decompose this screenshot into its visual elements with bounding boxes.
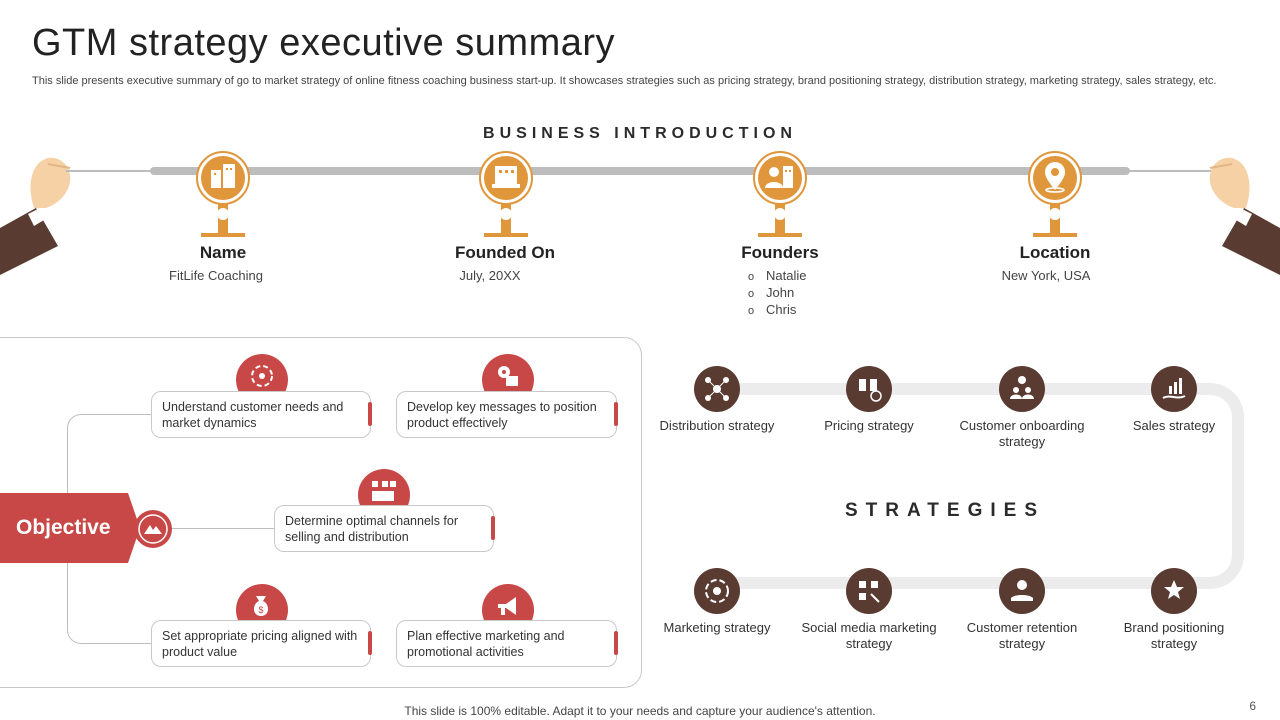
price-tag-icon (846, 366, 892, 412)
page-number: 6 (1249, 699, 1256, 713)
strategy-label: Customer retention strategy (966, 620, 1078, 651)
business-pin-founders (752, 150, 808, 240)
business-pin-founded (478, 150, 534, 240)
brand-icon (1151, 568, 1197, 614)
business-intro-heading: BUSINESS INTRODUCTION (483, 125, 797, 142)
marketing-cycle-icon (694, 568, 740, 614)
box-accent (614, 631, 618, 655)
strategy-label: Customer onboarding strategy (959, 418, 1085, 449)
box-accent (368, 402, 372, 426)
slide-title: GTM strategy executive summary (32, 22, 616, 64)
sales-chart-icon (1151, 366, 1197, 412)
strategy-label: Distribution strategy (659, 418, 775, 433)
box-accent (491, 516, 495, 540)
network-icon (694, 366, 740, 412)
strategy-label: Pricing strategy (824, 418, 914, 433)
strategies-loop (716, 383, 1244, 589)
strategy-label: Sales strategy (1132, 418, 1216, 433)
svg-text:$: $ (258, 605, 264, 615)
objective-item: Understand customer needs and market dynamics (151, 391, 371, 438)
rope-right-end (1124, 170, 1216, 172)
strategy-label: Brand positioning strategy (1123, 620, 1225, 651)
objective-item: Develop key messages to position product effectively (396, 391, 617, 438)
founders-list (748, 268, 806, 319)
objective-item: Determine optimal channels for selling and distribution (274, 505, 494, 552)
slide-footer: This slide is 100% editable. Adapt it to your needs and capture your audience's attention. (404, 704, 876, 718)
founded-on-title: Founded On (454, 243, 556, 262)
slide-subtitle: This slide presents executive summary of go to market strategy of online fitness coaching business start-up. It showcases strategies such as pricing strategy, brand positioning strategy, distribution strategy, marketing strategy, sales strategy, etc. (32, 75, 1217, 87)
social-media-icon (846, 568, 892, 614)
business-pin-name (195, 150, 251, 240)
business-rope (150, 167, 1130, 175)
founded-on-value: July, 20XX (459, 268, 521, 283)
right-hand-illustration (1205, 150, 1280, 275)
business-name-value: FitLife Coaching (169, 268, 263, 283)
strategy-label: Social media marketing strategy (801, 620, 937, 651)
location-title: Location (1019, 243, 1091, 262)
objective-item: Set appropriate pricing aligned with product value (151, 620, 371, 667)
business-pin-location (1027, 150, 1083, 240)
office-building-icon (492, 166, 520, 188)
box-accent (614, 402, 618, 426)
founder-item: o John (748, 285, 795, 300)
rope-left-end (66, 170, 156, 172)
box-accent (368, 631, 372, 655)
founder-item: o Chris (748, 302, 797, 317)
objective-item: Plan effective marketing and promotional activities (396, 620, 617, 667)
objective-target-icon (133, 509, 173, 549)
business-name-title: Name (199, 243, 247, 262)
customer-retention-icon (999, 568, 1045, 614)
people-gear-icon (999, 366, 1045, 412)
left-hand-illustration (0, 150, 75, 275)
location-value: New York, USA (1001, 268, 1091, 283)
objective-label: Objective (16, 516, 111, 539)
founders-title: Founders (741, 243, 819, 262)
founder-item: o Natalie (748, 268, 807, 283)
strategies-heading: STRATEGIES (845, 500, 1045, 521)
strategy-label: Marketing strategy (663, 620, 771, 635)
objective-connector-mid (172, 528, 276, 529)
